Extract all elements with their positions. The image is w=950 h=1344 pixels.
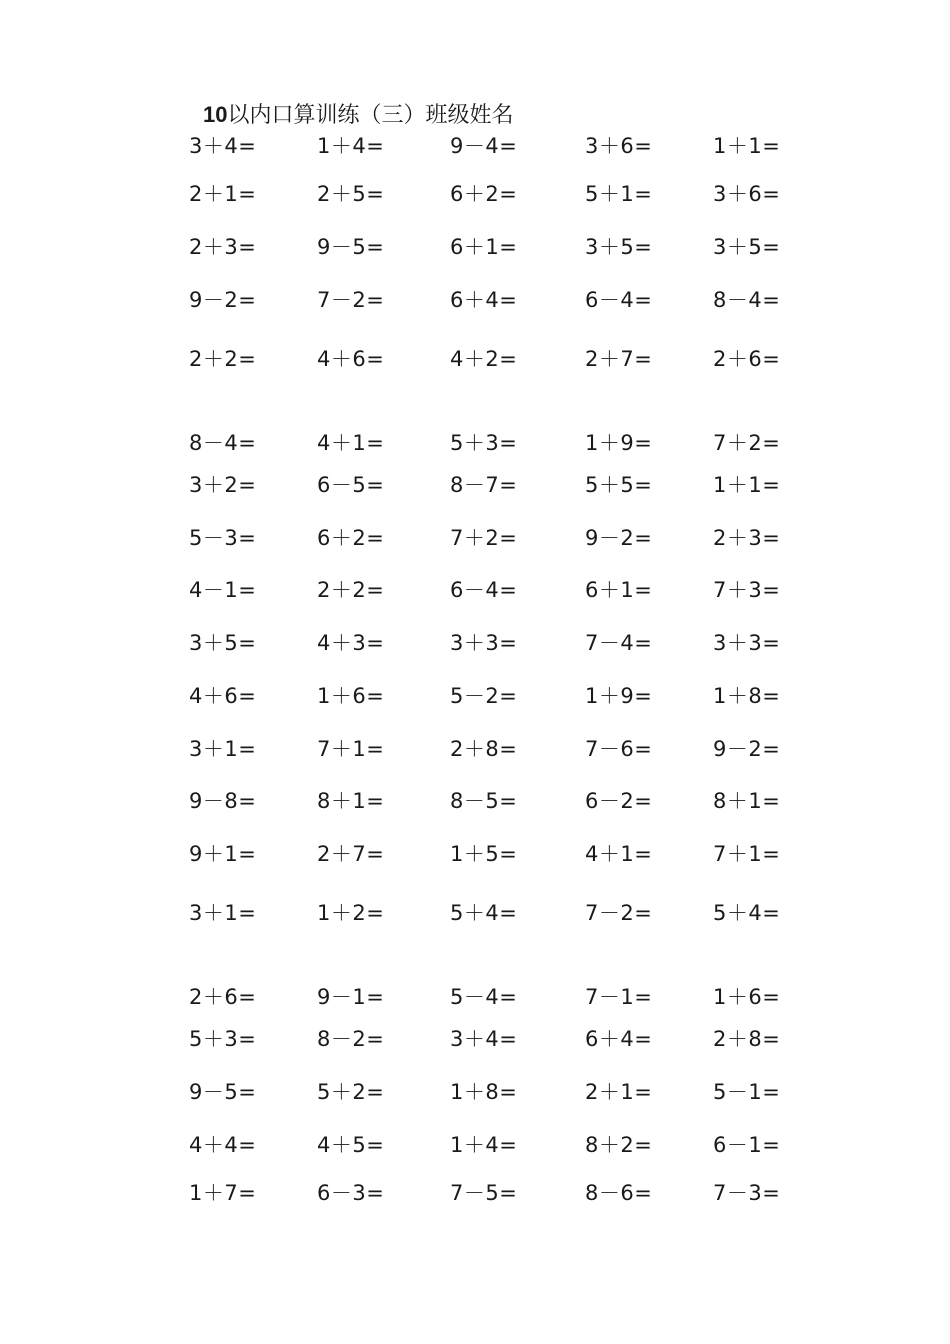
problem: 9＋1= bbox=[189, 842, 257, 866]
problem: 2＋2= bbox=[317, 578, 385, 602]
problem: 5＋4= bbox=[713, 901, 781, 925]
problem: 1＋2= bbox=[317, 901, 385, 925]
problem: 2＋3= bbox=[713, 526, 781, 550]
problem: 8－2= bbox=[317, 1027, 385, 1051]
problem: 9－2= bbox=[189, 288, 257, 312]
problem: 9－2= bbox=[585, 526, 653, 550]
problem-row bbox=[0, 681, 950, 711]
problem-row bbox=[0, 179, 950, 209]
title-text: 以内口算训练（三）班级姓名 bbox=[227, 103, 514, 128]
problem: 6－3= bbox=[317, 1181, 385, 1205]
problem: 5－4= bbox=[450, 985, 518, 1009]
problem: 6－4= bbox=[450, 578, 518, 602]
problem: 7＋3= bbox=[713, 578, 781, 602]
problem: 3＋4= bbox=[189, 134, 257, 158]
problem: 2＋2= bbox=[189, 347, 257, 371]
problem-row bbox=[0, 575, 950, 605]
problem: 1＋6= bbox=[317, 684, 385, 708]
problem: 7＋1= bbox=[317, 737, 385, 761]
problem: 6＋4= bbox=[585, 1027, 653, 1051]
problem: 7－3= bbox=[713, 1181, 781, 1205]
problem: 6－4= bbox=[585, 288, 653, 312]
problem: 6＋4= bbox=[450, 288, 518, 312]
problem-row bbox=[0, 1077, 950, 1107]
problem: 4＋5= bbox=[317, 1133, 385, 1157]
problem: 7＋2= bbox=[450, 526, 518, 550]
title-number: 10 bbox=[203, 102, 228, 127]
problem: 5＋1= bbox=[585, 182, 653, 206]
problem: 2＋1= bbox=[585, 1080, 653, 1104]
problem: 6＋1= bbox=[585, 578, 653, 602]
problem-row bbox=[0, 628, 950, 658]
problem: 2＋8= bbox=[713, 1027, 781, 1051]
problem-row bbox=[0, 734, 950, 764]
problem: 2＋5= bbox=[317, 182, 385, 206]
problem: 4－1= bbox=[189, 578, 257, 602]
problem: 6－5= bbox=[317, 473, 385, 497]
problem: 5－1= bbox=[713, 1080, 781, 1104]
problem: 8＋1= bbox=[317, 789, 385, 813]
problem: 8－4= bbox=[713, 288, 781, 312]
problem: 9－5= bbox=[189, 1080, 257, 1104]
problem: 4＋6= bbox=[189, 684, 257, 708]
problem-row bbox=[0, 232, 950, 262]
problem-row bbox=[0, 786, 950, 816]
problem: 2＋1= bbox=[189, 182, 257, 206]
problem: 5－2= bbox=[450, 684, 518, 708]
problem: 3＋2= bbox=[189, 473, 257, 497]
problem: 2＋6= bbox=[189, 985, 257, 1009]
problem: 5＋3= bbox=[450, 431, 518, 455]
problem: 6－2= bbox=[585, 789, 653, 813]
problem: 8－4= bbox=[189, 431, 257, 455]
problem: 8＋2= bbox=[585, 1133, 653, 1157]
problem: 7－4= bbox=[585, 631, 653, 655]
problem: 9－1= bbox=[317, 985, 385, 1009]
problem: 8－6= bbox=[585, 1181, 653, 1205]
problem: 3＋5= bbox=[713, 235, 781, 259]
problem-row bbox=[0, 1024, 950, 1054]
page-title bbox=[203, 100, 514, 131]
problem: 3＋3= bbox=[713, 631, 781, 655]
problem: 8＋1= bbox=[713, 789, 781, 813]
problem: 5＋2= bbox=[317, 1080, 385, 1104]
problem: 4＋2= bbox=[450, 347, 518, 371]
problem: 4＋1= bbox=[317, 431, 385, 455]
problem: 3＋1= bbox=[189, 737, 257, 761]
problem: 7－1= bbox=[585, 985, 653, 1009]
problem-row bbox=[0, 344, 950, 374]
problem: 1＋8= bbox=[450, 1080, 518, 1104]
problem: 1＋9= bbox=[585, 684, 653, 708]
problem: 9－4= bbox=[450, 134, 518, 158]
problem: 7－2= bbox=[585, 901, 653, 925]
problem-row bbox=[0, 1130, 950, 1160]
problem: 4＋3= bbox=[317, 631, 385, 655]
problem-row bbox=[0, 428, 950, 458]
problem: 7＋1= bbox=[713, 842, 781, 866]
problem: 8－5= bbox=[450, 789, 518, 813]
problem: 1＋8= bbox=[713, 684, 781, 708]
problem: 5＋3= bbox=[189, 1027, 257, 1051]
problem-row bbox=[0, 131, 950, 161]
problem: 4＋4= bbox=[189, 1133, 257, 1157]
problem: 7－2= bbox=[317, 288, 385, 312]
problem: 2＋8= bbox=[450, 737, 518, 761]
problem: 3＋3= bbox=[450, 631, 518, 655]
problem-row bbox=[0, 898, 950, 928]
problem: 7－6= bbox=[585, 737, 653, 761]
problem: 1＋6= bbox=[713, 985, 781, 1009]
problem-row bbox=[0, 839, 950, 869]
problem: 7＋2= bbox=[713, 431, 781, 455]
problem: 3＋4= bbox=[450, 1027, 518, 1051]
problem: 1＋7= bbox=[189, 1181, 257, 1205]
problem: 3＋1= bbox=[189, 901, 257, 925]
problem: 6－1= bbox=[713, 1133, 781, 1157]
problem: 7－5= bbox=[450, 1181, 518, 1205]
problem: 3＋5= bbox=[189, 631, 257, 655]
problem: 5＋5= bbox=[585, 473, 653, 497]
problem: 2＋7= bbox=[585, 347, 653, 371]
problem: 9－5= bbox=[317, 235, 385, 259]
problem: 2＋7= bbox=[317, 842, 385, 866]
problem-row bbox=[0, 523, 950, 553]
problem: 4＋6= bbox=[317, 347, 385, 371]
problem: 5－3= bbox=[189, 526, 257, 550]
problem: 6＋2= bbox=[317, 526, 385, 550]
problem: 5＋4= bbox=[450, 901, 518, 925]
problem: 1＋4= bbox=[450, 1133, 518, 1157]
problem-row bbox=[0, 1178, 950, 1208]
problem-row bbox=[0, 470, 950, 500]
problem: 3＋5= bbox=[585, 235, 653, 259]
problem-row bbox=[0, 285, 950, 315]
problem: 1＋5= bbox=[450, 842, 518, 866]
problem: 6＋2= bbox=[450, 182, 518, 206]
problem: 4＋1= bbox=[585, 842, 653, 866]
problem: 3＋6= bbox=[713, 182, 781, 206]
problem: 2＋3= bbox=[189, 235, 257, 259]
problem: 3＋6= bbox=[585, 134, 653, 158]
problem: 1＋9= bbox=[585, 431, 653, 455]
problem: 8－7= bbox=[450, 473, 518, 497]
problem: 9－2= bbox=[713, 737, 781, 761]
problem: 1＋4= bbox=[317, 134, 385, 158]
problem: 9－8= bbox=[189, 789, 257, 813]
problem: 6＋1= bbox=[450, 235, 518, 259]
problem: 1＋1= bbox=[713, 473, 781, 497]
problem: 2＋6= bbox=[713, 347, 781, 371]
problem-row bbox=[0, 982, 950, 1012]
problem: 1＋1= bbox=[713, 134, 781, 158]
